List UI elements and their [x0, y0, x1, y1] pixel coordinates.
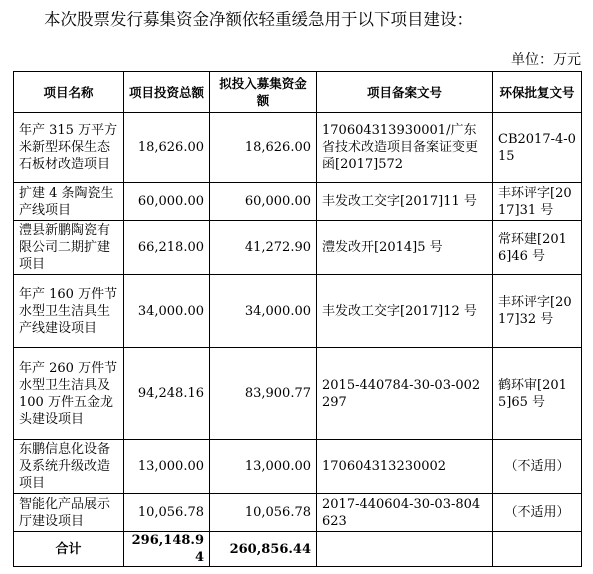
- project-name: 年产 260 万件节水型卫生洁具及 100 万件五金龙头建设项目: [14, 348, 124, 440]
- filing-number: 丰发改工交字[2017]12 号: [317, 275, 493, 348]
- table-header-row: [14, 72, 582, 113]
- planned-funds: 41,272.90: [210, 221, 317, 275]
- project-name: 扩建 4 条陶瓷生产线项目: [14, 183, 124, 221]
- filing-number: 2017-440604-30-03-804623: [317, 494, 493, 532]
- total-investment: 18,626.00: [124, 113, 210, 183]
- total-investment: 13,000.00: [124, 440, 210, 494]
- filing-number: 丰发改工交字[2017]11 号: [317, 183, 493, 221]
- total-label: 合计: [14, 532, 124, 567]
- table-row: [14, 113, 582, 183]
- project-table: [13, 71, 582, 567]
- planned-funds: 34,000.00: [210, 275, 317, 348]
- filing-number: 170604313230002: [317, 440, 493, 494]
- env-approval: （不适用）: [493, 440, 582, 494]
- table-row: [14, 221, 582, 275]
- header-filing-number: 项目备案文号: [317, 72, 493, 113]
- planned-funds-sum: 260,856.44: [210, 532, 317, 567]
- project-name: 年产 315 万平方米新型环保生态石板材改造项目: [14, 113, 124, 183]
- filing-number: 澧发改开[2014]5 号: [317, 221, 493, 275]
- header-project-name: 项目名称: [14, 72, 124, 113]
- table-row: [14, 275, 582, 348]
- planned-funds: 10,056.78: [210, 494, 317, 532]
- env-approval: CB2017-4-015: [493, 113, 582, 183]
- table-row: [14, 183, 582, 221]
- filing-number: 2015-440784-30-03-002297: [317, 348, 493, 440]
- total-filing-empty: [317, 532, 493, 567]
- env-approval: （不适用）: [493, 494, 582, 532]
- env-approval: 丰环评字[2017]32 号: [493, 275, 582, 348]
- total-investment: 66,218.00: [124, 221, 210, 275]
- intro-text: 本次股票发行募集资金净额依轻重缓急用于以下项目建设：: [44, 10, 473, 29]
- project-name: 智能化产品展示厅建设项目: [14, 494, 124, 532]
- total-row: [14, 532, 582, 567]
- unit-label: 单位：万元: [511, 52, 581, 68]
- env-approval: 鹤环审[2015]65 号: [493, 348, 582, 440]
- total-investment: 60,000.00: [124, 183, 210, 221]
- project-name: 澧县新鹏陶瓷有限公司二期扩建项目: [14, 221, 124, 275]
- total-env-empty: [493, 532, 582, 567]
- planned-funds: 18,626.00: [210, 113, 317, 183]
- project-name: 东鹏信息化设备及系统升级改造项目: [14, 440, 124, 494]
- header-total-investment: 项目投资总额: [124, 72, 210, 113]
- table-row: [14, 348, 582, 440]
- total-investment: 10,056.78: [124, 494, 210, 532]
- table-row: [14, 440, 582, 494]
- env-approval: 丰环评字[2017]31 号: [493, 183, 582, 221]
- project-name: 年产 160 万件节水型卫生洁具生产线建设项目: [14, 275, 124, 348]
- planned-funds: 13,000.00: [210, 440, 317, 494]
- total-investment-sum: 296,148.94: [124, 532, 210, 567]
- header-planned-funds: 拟投入募集资金额: [210, 72, 317, 113]
- table-row: [14, 494, 582, 532]
- filing-number: 170604313930001/广东省技术改造项目备案证变更函[2017]572: [317, 113, 493, 183]
- planned-funds: 83,900.77: [210, 348, 317, 440]
- env-approval: 常环建[2016]46 号: [493, 221, 582, 275]
- header-env-approval: 环保批复文号: [493, 72, 582, 113]
- total-investment: 94,248.16: [124, 348, 210, 440]
- total-investment: 34,000.00: [124, 275, 210, 348]
- planned-funds: 60,000.00: [210, 183, 317, 221]
